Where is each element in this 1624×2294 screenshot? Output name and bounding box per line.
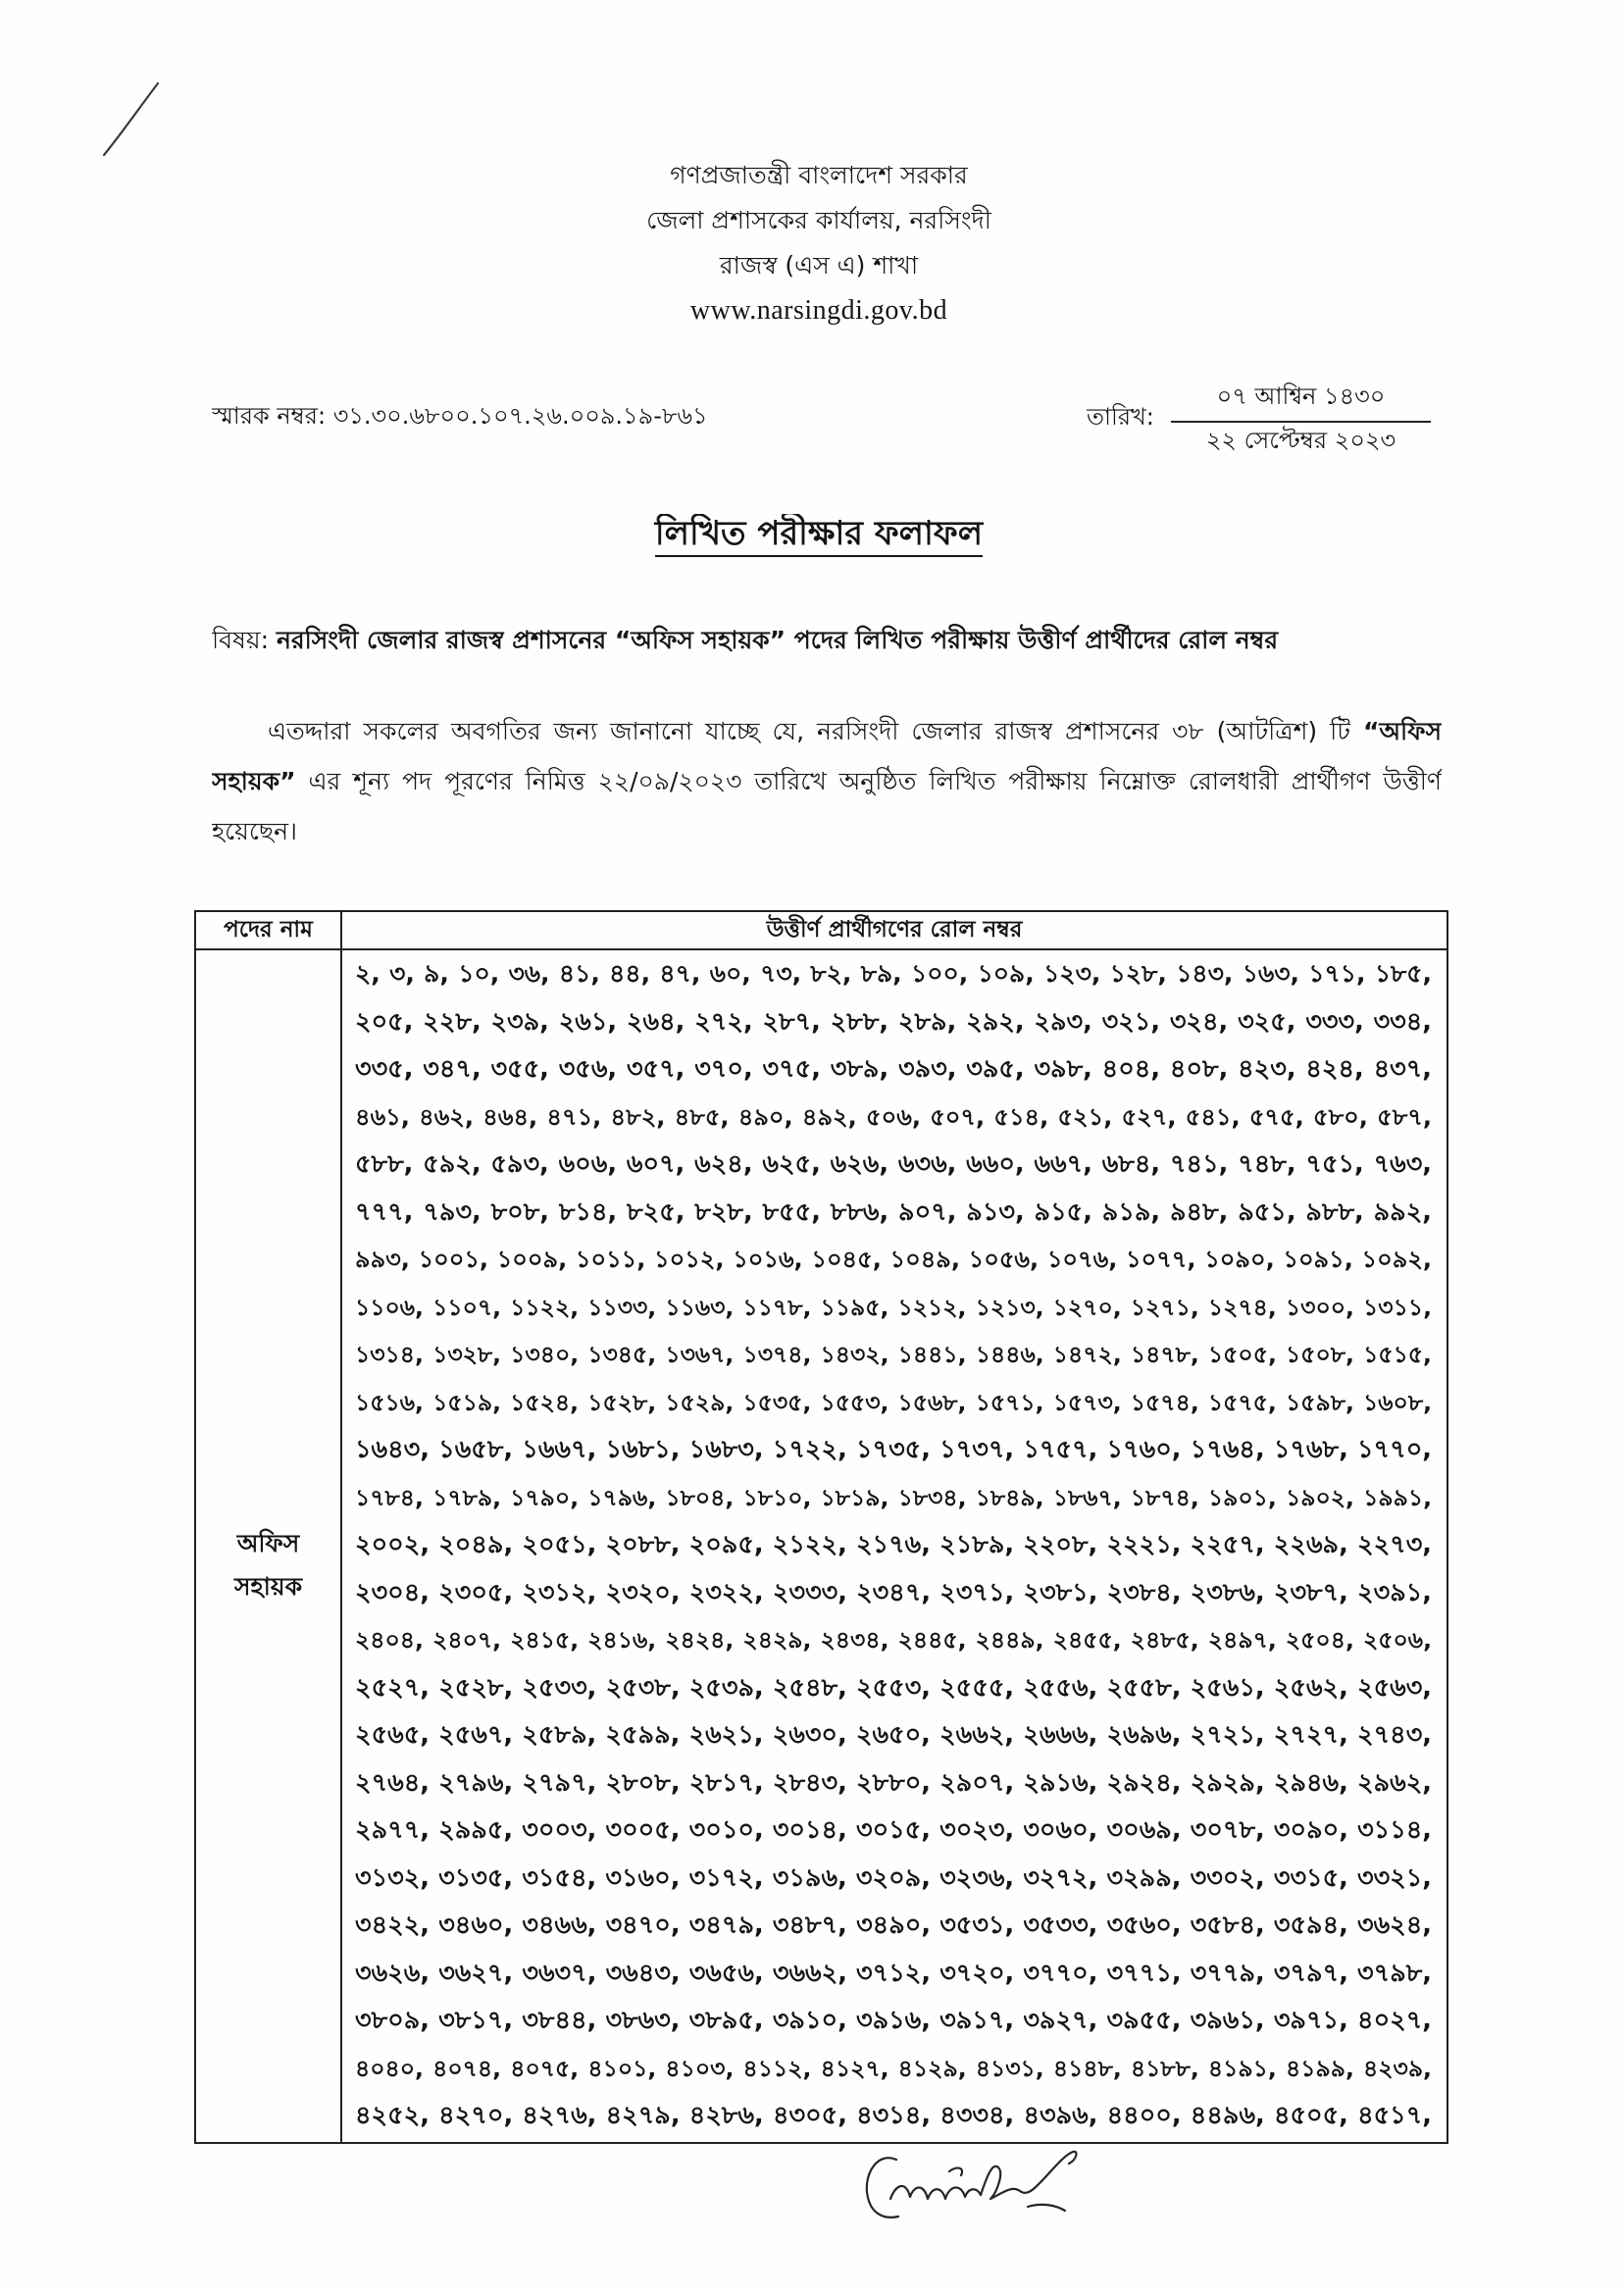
column-header-roll-numbers xyxy=(341,911,1447,949)
website-url: www.narsingdi.gov.bd xyxy=(689,295,948,326)
table-row xyxy=(195,949,1447,2143)
memo-value: ৩১.৩০.৬৮০০.১০৭.২৬.০০৯.১৯-৮৬১ xyxy=(332,402,708,430)
roll-number-line: ২৪০৪, ২৪০৭, ২৪১৫, ২৪১৬, ২৪২৪, ২৪২৯, ২৪৩৪, ২৪৪৫, ২৪৪৯, ২৪৫৫, ২৪৮৫, ২৪৯৭, ২৫০৪, ২৫০৬, xyxy=(355,1626,1432,1654)
roll-number-line: ৪২৫২, ৪২৭০, ৪২৭৬, ৪২৭৯, ৪২৮৬, ৪৩০৫, ৪৩১৪, ৪৩৩৪, ৪৩৯৬, ৪৪০০, ৪৪৯৬, ৪৫০৫, ৪৫১৭, xyxy=(355,2101,1432,2130)
roll-number-line: ৪০৪০, ৪০৭৪, ৪০৭৫, ৪১০১, ৪১০৩, ৪১১২, ৪১২৭, ৪১২৯, ৪১৩১, ৪১৪৮, ৪১৮৮, ৪১৯১, ৪১৯৯, ৪২৩৯, xyxy=(355,2054,1432,2082)
roll-number-line: ২, ৩, ৯, ১০, ৩৬, ৪১, ৪৪, ৪৭, ৬০, ৭৩, ৮২, ৮৯, ১০০, ১০৯, ১২৩, ১২৮, ১৪৩, ১৬৩, ১৭১, ১৮৫, xyxy=(355,959,1432,988)
roll-number-line: ৩৬২৬, ৩৬২৭, ৩৬৩৭, ৩৬৪৩, ৩৬৫৬, ৩৬৬২, ৩৭১২, ৩৭২০, ৩৭৭০, ৩৭৭১, ৩৭৭৯, ৩৭৯৭, ৩৭৯৮, xyxy=(355,1958,1432,1988)
roll-number-line: ১৭৮৪, ১৭৮৯, ১৭৯০, ১৭৯৬, ১৮০৪, ১৮১০, ১৮১৯, ১৮৩৪, ১৮৪৯, ১৮৬৭, ১৮৭৪, ১৯০১, ১৯০২, ১৯৯১, xyxy=(355,1483,1432,1511)
pen-stroke-mark xyxy=(94,76,168,165)
page-title xyxy=(196,514,1442,559)
office-name: জেলা প্রশাসকের কার্যালয়, নরসিংদী xyxy=(646,206,991,234)
table-head xyxy=(195,911,1447,949)
page-title-text: লিখিত পরীক্ষার ফলাফল xyxy=(655,514,983,557)
roll-number-line: ৩৪২২, ৩৪৬০, ৩৪৬৬, ৩৪৭০, ৩৪৭৯, ৩৪৮৭, ৩৪৯০, ৩৫৩১, ৩৫৩৩, ৩৫৬০, ৩৫৮৪, ৩৫৯৪, ৩৬২৪, xyxy=(355,1911,1432,1940)
date-divider-line xyxy=(1171,421,1431,423)
column-header-post xyxy=(195,911,341,949)
roll-number-line: ৯৯৩, ১০০১, ১০০৯, ১০১১, ১০১২, ১০১৬, ১০৪৫, ১০৪৯, ১০৫৬, ১০৭৬, ১০৭৭, ১০৯০, ১০৯১, ১০৯২, xyxy=(355,1246,1432,1273)
roll-number-line: ১৩১৪, ১৩২৮, ১৩৪০, ১৩৪৫, ১৩৬৭, ১৩৭৪, ১৪৩২, ১৪৪১, ১৪৪৬, ১৪৭২, ১৪৭৮, ১৫০৫, ১৫০৮, ১৫১৫, xyxy=(355,1341,1432,1368)
memo-label: স্মারক নম্বর: xyxy=(212,402,327,430)
subject-label: বিষয়: xyxy=(212,626,270,654)
roll-number-line: ৩৩৫, ৩৪৭, ৩৫৫, ৩৫৬, ৩৫৭, ৩৭০, ৩৭৫, ৩৮৯, ৩৯৩, ৩৯৫, ৩৯৮, ৪০৪, ৪০৮, ৪২৩, ৪২৪, ৪৩৭, xyxy=(355,1054,1432,1084)
post-name-cell xyxy=(195,949,341,2143)
roll-number-line: ১৫১৬, ১৫১৯, ১৫২৪, ১৫২৮, ১৫২৯, ১৫৩৫, ১৫৫৩, ১৫৬৮, ১৫৭১, ১৫৭৩, ১৫৭৪, ১৫৭৫, ১৫৯৮, ১৬০৮, xyxy=(355,1388,1432,1416)
date-values xyxy=(1171,380,1431,458)
subject-text: নরসিংদী জেলার রাজস্ব প্রশাসনের “অফিস সহায়ক” পদের লিখিত পরীক্ষায় উত্তীর্ণ প্রার্থীদের রোল নম্বর xyxy=(276,626,1279,654)
column-header-post-label: পদের নাম xyxy=(224,917,313,943)
roll-number-line: ৫৮৮, ৫৯২, ৫৯৩, ৬০৬, ৬০৭, ৬২৪, ৬২৫, ৬২৬, ৬৩৬, ৬৬০, ৬৬৭, ৬৮৪, ৭৪১, ৭৪৮, ৭৫১, ৭৬৩, xyxy=(355,1149,1432,1179)
roll-number-line: ২৭৬৪, ২৭৯৬, ২৭৯৭, ২৮০৮, ২৮১৭, ২৮৪৩, ২৮৮০, ২৯০৭, ২৯১৬, ২৯২৪, ২৯২৯, ২৯৪৬, ২৯৬২, xyxy=(355,1767,1432,1798)
memo-number xyxy=(212,399,1075,433)
notice-paragraph xyxy=(212,706,1442,856)
roll-number-line: ২০০২, ২০৪৯, ২০৫১, ২০৮৮, ২০৯৫, ২১২২, ২১৭৬, ২১৮৯, ২২০৮, ২২২১, ২২৫৭, ২২৬৯, ২২৭৩, xyxy=(355,1530,1432,1559)
handwritten-signature xyxy=(855,2138,1086,2234)
results-table xyxy=(194,910,1448,2144)
date-label: তারিখ: xyxy=(1087,403,1154,431)
roll-number-line: ২০৫, ২২৮, ২৩৯, ২৬১, ২৬৪, ২৭২, ২৮৭, ২৮৮, ২৮৯, ২৯২, ২৯৩, ৩২১, ৩২৪, ৩২৫, ৩৩৩, ৩৩৪, xyxy=(355,1006,1432,1037)
roll-number-line: ৭৭৭, ৭৯৩, ৮০৮, ৮১৪, ৮২৫, ৮২৮, ৮৫৫, ৮৮৬, ৯০৭, ৯১৩, ৯১৫, ৯১৯, ৯৪৮, ৯৫১, ৯৮৮, ৯৯২, xyxy=(355,1197,1432,1227)
date-gregorian: ২২ সেপ্টেম্বর ২০২৩ xyxy=(1205,427,1396,454)
subject-line xyxy=(212,624,1442,657)
notice-highlight-post: “অফিস সহায়ক” xyxy=(212,717,1442,795)
roll-number-line: ২৯৭৭, ২৯৯৫, ৩০০৩, ৩০০৫, ৩০১০, ৩০১৪, ৩০১৫, ৩০২৩, ৩০৬০, ৩০৬৯, ৩০৭৮, ৩০৯০, ৩১১৪, xyxy=(355,1815,1432,1845)
table-body xyxy=(195,949,1447,2143)
roll-number-line: ২৫২৭, ২৫২৮, ২৫৩৩, ২৫৩৮, ২৫৩৯, ২৫৪৮, ২৫৫৩, ২৫৫৫, ২৫৫৬, ২৫৫৮, ২৫৬১, ২৫৬২, ২৫৬৩, xyxy=(355,1672,1432,1703)
roll-number-line: ২৩০৪, ২৩০৫, ২৩১২, ২৩২০, ২৩২২, ২৩৩৩, ২৩৪৭, ২৩৭১, ২৩৮১, ২৩৮৪, ২৩৮৬, ২৩৮৭, ২৩৯১, xyxy=(355,1577,1432,1607)
post-name-line: অফিস xyxy=(236,1529,300,1558)
roll-number-line: ১১০৬, ১১০৭, ১১২২, ১১৩৩, ১১৬৩, ১১৭৮, ১১৯৫, ১২১২, ১২১৩, ১২৭০, ১২৭১, ১২৭৪, ১৩০০, ১৩১১, xyxy=(355,1293,1432,1321)
roll-number-line: ২৫৬৫, ২৫৬৭, ২৫৮৯, ২৫৯৯, ২৬২১, ২৬৩০, ২৬৫০, ২৬৬২, ২৬৬৬, ২৬৯৬, ২৭২১, ২৭২৭, ২৭৪৩, xyxy=(355,1720,1432,1750)
notice-text-part2: এর শূন্য পদ পূরণের নিমিত্ত ২২/০৯/২০২৩ তারিখে অনুষ্ঠিত লিখিত পরীক্ষায় নিম্নোক্ত রোলধারী প্রার্থীগণ উত্তীর্ণ হয়েছেন। xyxy=(212,767,1442,845)
roll-numbers-cell xyxy=(341,949,1447,2143)
roll-number-line: ৩৮০৯, ৩৮১৭, ৩৮৪৪, ৩৮৬৩, ৩৮৯৫, ৩৯১০, ৩৯১৬, ৩৯১৭, ৩৯২৭, ৩৯৫৫, ৩৯৬১, ৩৯৭১, ৪০২৭, xyxy=(355,2006,1432,2035)
section-name: রাজস্ব (এস এ) শাখা xyxy=(719,251,919,280)
government-name: গণপ্রজাতন্ত্রী বাংলাদেশ সরকার xyxy=(670,161,968,189)
notice-text-part1: এতদ্দারা সকলের অবগতির জন্য জানানো যাচ্ছে যে, নরসিংদী জেলার রাজস্ব প্রশাসনের ৩৮ (আটত্রিশ) টি xyxy=(268,717,1363,745)
letterhead xyxy=(196,153,1442,333)
roll-number-line: ৪৬১, ৪৬২, ৪৬৪, ৪৭১, ৪৮২, ৪৮৫, ৪৯০, ৪৯২, ৫০৬, ৫০৭, ৫১৪, ৫২১, ৫২৭, ৫৪১, ৫৭৫, ৫৮০, ৫৮৭, xyxy=(355,1102,1432,1131)
roll-number-line: ৩১৩২, ৩১৩৫, ৩১৫৪, ৩১৬০, ৩১৭২, ৩১৯৬, ৩২০৯, ৩২৩৬, ৩২৭২, ৩২৯৯, ৩৩০২, ৩৩১৫, ৩৩২১, xyxy=(355,1862,1432,1893)
table-header-row xyxy=(195,911,1447,949)
date-bangla: ০৭ আশ্বিন ১৪৩০ xyxy=(1216,382,1386,410)
roll-number-line: ১৬৪৩, ১৬৫৮, ১৬৬৭, ১৬৮১, ১৬৮৩, ১৭২২, ১৭৩৫, ১৭৩৭, ১৭৫৭, ১৭৬০, ১৭৬৪, ১৭৬৮, ১৭৭০, xyxy=(355,1435,1432,1464)
post-name-line: সহায়ক xyxy=(233,1572,303,1602)
column-header-roll-numbers-label: উত্তীর্ণ প্রার্থীগণের রোল নম্বর xyxy=(766,917,1023,943)
